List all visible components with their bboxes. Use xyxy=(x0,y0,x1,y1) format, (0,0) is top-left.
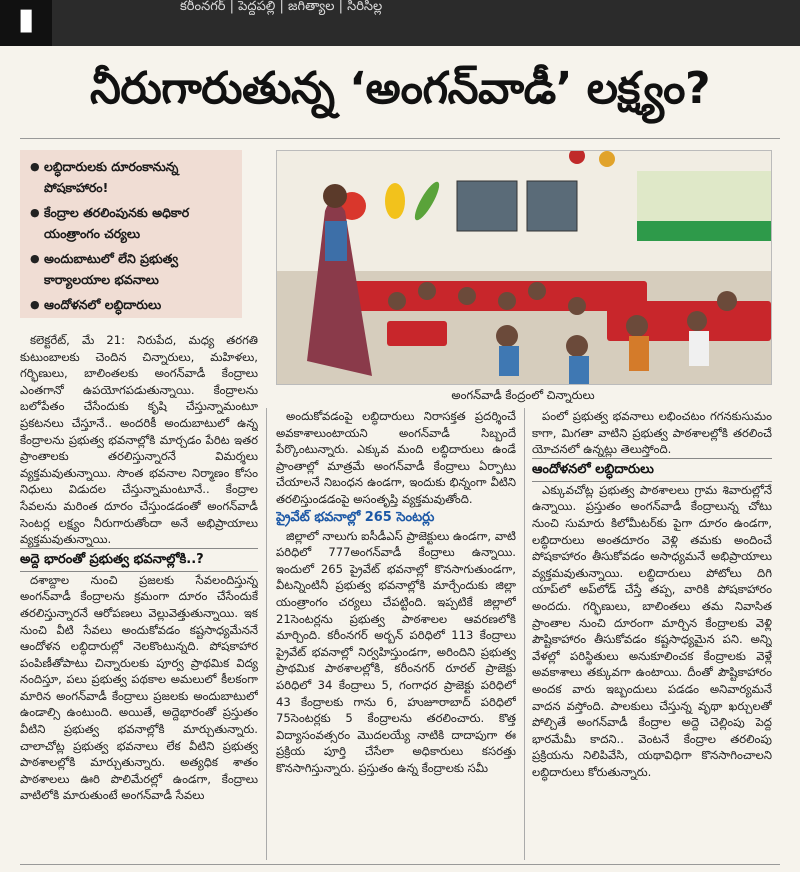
subheading-private-buildings: ప్రైవేట్‌ భవనాల్లో 265 సెంటర్లు xyxy=(276,509,435,525)
article-headline: నీరుగారుతున్న ‘అంగన్‌వాడీ’ లక్ష్యం? xyxy=(89,63,711,114)
article-column-2 xyxy=(276,408,516,860)
highlight-item: ● అందుబాటులో లేని ప్రభుత్వ కార్యాలయాల భవనాలు xyxy=(30,248,234,290)
article-body-2b: జిల్లాలో నాలుగు ఐసీడీఎస్‌ ప్రాజెక్టులు ఉండగా, వాటి పరిధిలో 777అంగన్‌వాడీ కేంద్రాలు ఉన్నాయి. ఇందులో 265 ప్రైవేట్‌ భవనాల్లో కొనసాగుతుండగా, వీటన్నింటినీ ప్రభుత్వ భవనాల్లోకి మార్చేందుకు జిల్లా యంత్రాంగం చర్యలు చేపట్టింది. ఇప్పటికే జిల్లాలో 21సెంటర్లను ప్రభుత్వ పాఠశాలల ఆవరణలోకి మార్చింది. కరీంనగర్‌ అర్బన్‌ పరిధిలో 113 కేంద్రాలు ప్రైవేట్‌ భవనాల్లో నిర్వహిస్తుండగా, అరిందిని ప్రభుత్వ ప్రాథమిక పాఠశాలల్లోకి, కరీంనగర్‌ రూరల్‌ ప్రాజెక్టు పరిధిలో 34 కేంద్రాలు 5, గంగాధర ప్రాజెక్టు పరిధిలో 43 కేంద్రాలకు గాను 6, హుజూరాబాద్‌ పరిధిలో 75సెంటర్లకు 5 కేంద్రాలను తరలించారు. కొత్త విద్యాసంవత్సరం మొదలయ్యే నాటికి దాదాపుగా ఈ ప్రక్రియ పూర్తి చేసేలా అధికారులు కసరత్తు కొనసాగిస్తున్నారు. ప్రస్తుతం ఉన్న కేంద్రాలకు సమీ xyxy=(276,528,516,775)
newspaper-top-bar xyxy=(0,0,800,46)
bottom-rule xyxy=(20,864,780,865)
column-divider xyxy=(524,408,525,860)
article-column-3 xyxy=(532,408,772,860)
column-divider xyxy=(266,408,267,860)
subheading-beneficiaries-worried: ఆందోళనలో లబ్ధిదారులు xyxy=(532,458,772,482)
highlight-item: ● లబ్ధిదారులకు దూరంకానున్న పోషకాహారం! xyxy=(30,156,234,198)
highlights-box xyxy=(20,150,242,318)
article-photo xyxy=(276,150,772,385)
subheading-rent-burden: అద్దె భారంతో ప్రభుత్వ భవనాల్లోకి..? xyxy=(20,548,258,572)
news-page xyxy=(0,46,800,872)
article-body-3b: ఎక్కువచోట్ల ప్రభుత్వ పాఠశాలలు గ్రామ శివారుల్లోనే ఉన్నాయి. ప్రస్తుతం అంగన్‌వాడీ కేంద్రాలున్న చోటు నుంచి సుమారు కిలోమీటర్‌కు పైగా దూరం ఉండగా, లబ్ధిదారులు అంతదూరం వెళ్లి తమకు అందించే పోషకాహారం తీసుకోవడం అసాధ్యమనే అభిప్రాయాలు వ్యక్తమవుతున్నాయి. లబ్ధిదారులు పోటోలు దిగి యాప్‌లో అప్‌లోడ్‌ చేస్తే తప్ప, వారికి పోషకాహారం అందదు. గర్భిణులు, బాలింతలు తమ నివాసిత ప్రాంతాల నుంచి దూరంగా మార్చిన కేంద్రాలకు వెళ్లి పౌష్టికాహారం తీసుకోవడం కష్టసాధ్యమైన పని. అన్ని వేళల్లో పరిస్థితులు అనుకూలించక కేంద్రాలకు వెళ్లే అవకాశాలు తక్కువగా ఉంటాయి. దీంతో పౌష్టికాహారం అందక వారు ఇబ్బందులు పడడం అనివార్యమనే వాదన వస్తోంది. పాలకులు చేస్తున్న వృథా ఖర్చులతో పోల్చితే అంగన్‌వాడీ కేంద్రాల అద్దె చెల్లింపు పెద్ద భారమేమీ కాదని.. వెంటనే కేంద్రాల తరలింపు ప్రక్రియను నిలిపివేసి, యథావిధిగా కొనసాగించాలని లబ్ధిదారులు కోరుతున్నారు. xyxy=(532,482,772,779)
highlight-item: ● ఆందోళనలో లబ్ధిదారులు xyxy=(30,294,234,315)
highlight-item: ● కేంద్రాల తరలింపునకు అధికార యంత్రాంగం చర్యలు xyxy=(30,202,234,244)
article-body-2a: అందుకోవడంపై లబ్ధిదారులు నిరాసక్తత ప్రదర్శించే అవకాశాలుంటాయని అంగన్‌వాడీ సిబ్బందే పేర్కొంటున్నారు. ఎక్కువ మంది లబ్ధిదారులు ఉండే ప్రాంతాల్లో మాత్రమే అంగన్‌వాడీ కేంద్రాలు ఏర్పాటు చేయాలనే నిబంధన ఉండగా, ఇందుకు భిన్నంగా వీటిని తరలిస్తుండడంపై అసంతృప్తి వ్యక్తమవుతోంది. xyxy=(276,409,516,506)
article-body-1: దశాబ్దాల నుంచి ప్రజలకు సేవలందిస్తున్న అంగన్‌వాడీ కేంద్రాలను క్రమంగా దూరం చేసేందుకే తరలిస్తున్నారనే ఆరోపణలు వెల్లువెత్తుతున్నాయి. ఇక నుంచి వీటి సేవలు అందుకోవడం కష్టసాధ్యమేననే ఆందోళన లబ్ధిదారుల్లో నెలకొంటున్నది. పోషకాహార పంపిణీతోపాటు చిన్నారులకు పూర్వ ప్రాథమిక విద్య నందిస్తూ, పలు ప్రభుత్వ పథకాల అమలులో కీలకంగా మారిన అంగన్‌వాడీ కేంద్రాలు ప్రజలకు అందుబాటులో ఉండాల్సి ఉంటుంది. అయితే, అద్దెభారంతో ప్రస్తుతం వీటిని ప్రభుత్వ భవనాల్లోకి మార్చుతున్నారు. చాలాచోట్ల ప్రభుత్వ భవనాలు లేక వీటిని ప్రభుత్వ పాఠశాలల్లోకి మార్చుతున్నారు. అత్యధిక శాతం పాఠశాలలు ఊరి పొలిమేరల్లో ఉండగా, కేంద్రాలు వాటిలోకి మారుతుంటే అంగన్‌వాడీ సేవలు xyxy=(20,572,258,803)
headline-rule xyxy=(20,138,780,139)
page-marker-icon: ▮ xyxy=(0,0,52,46)
edition-places: కరీంనగర్ | పెద్దపల్లి | జగిత్యాల | సిరిసిల్ల xyxy=(180,0,383,14)
article-body-3a: పంలో ప్రభుత్వ భవనాలు లభించటం గగనకుసుమం కాగా, మిగతా వాటిని ప్రభుత్వ పాఠశాలల్లోకి తరలించే యోచనలో ఉన్నట్లు తెలుస్తోంది. xyxy=(532,409,772,457)
photo-caption: అంగన్‌వాడీ కేంద్రంలో చిన్నారులు xyxy=(451,388,595,402)
article-intro: కలెక్టరేట్‌, మే 21: నిరుపేద, మధ్య తరగతి కుటుంబాలకు చెందిన చిన్నారులు, మహిళలు, గర్భిణులు, బాలింతలకు అంగన్‌వాడీ కేంద్రాలు ఎంతగానో ఉపయోగపడుతున్నాయి. కేంద్రాలను బలోపేతం చేసేందుకు కృషి చేస్తున్నామంటూ ప్రకటనలు చేస్తూనే.. అందరికీ అందుబాటులో ఉన్న కేంద్రాలను ప్రభుత్వ భవనాల్లోకి మార్చడం పేరిట ఇతర ప్రాంతాలకు తరలిస్తున్నారనే విమర్శలు వ్యక్తమవుతున్నాయి. సొంత భవనాల నిర్మాణం కోసం నిధులు విడుదల చేస్తున్నామంటూనే.. కేంద్రాల సేవలను మరింత దూరం చేస్తుండడంతో అంగన్‌వాడీ సెంటర్ల లక్ష్యం నీరుగారుతోందా అనే అభిప్రాయాలు వ్యక్తమవుతున్నాయి. xyxy=(20,333,258,547)
classroom-photo-illustration xyxy=(277,151,771,384)
article-column-1 xyxy=(20,332,258,860)
